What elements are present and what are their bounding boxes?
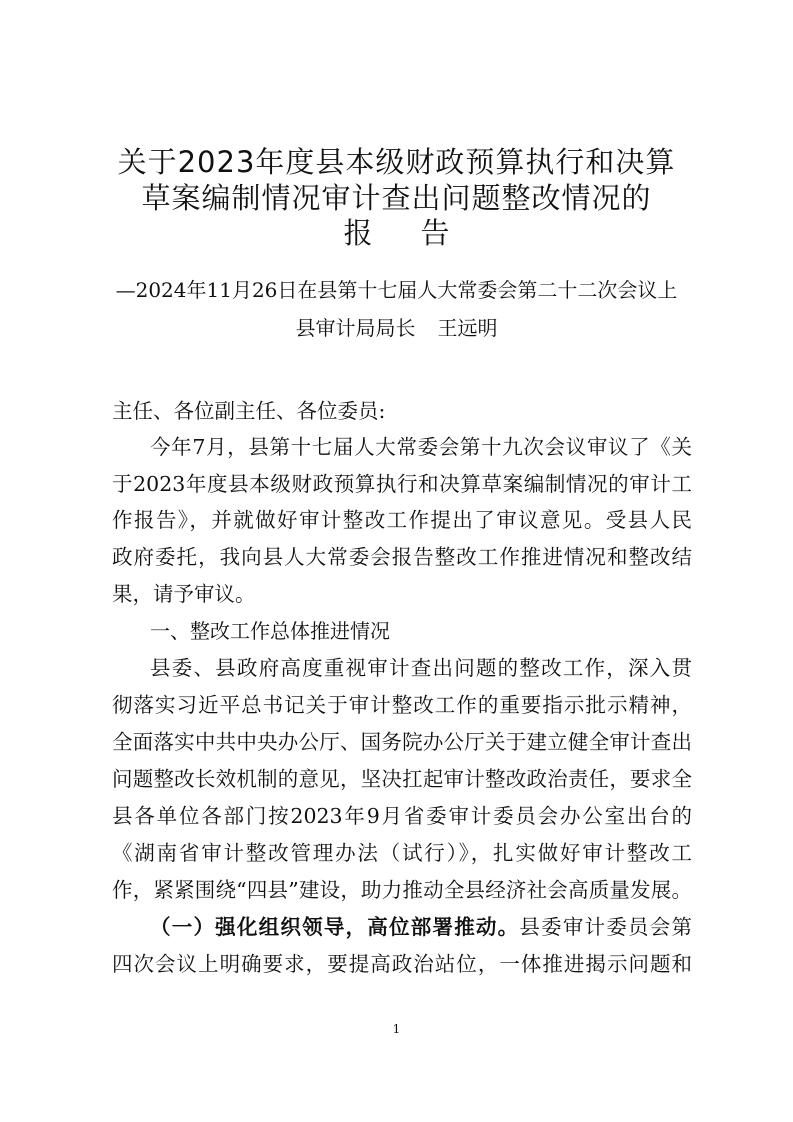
paragraph-2-line-2: 彻落实习近平总书记关于审计整改工作的重要指示批示精神， (112, 693, 692, 717)
report-title-line-3 (0, 215, 793, 251)
paragraph-2-line-7: 作，紧紧围绕“四县”建设，助力推动全县经济社会高质量发展。 (112, 878, 692, 902)
section-heading-1: 一、整改工作总体推进情况 (150, 619, 390, 643)
paragraph-1-line-1: 今年7月，县第十七届人大常委会第十九次会议审议了《关 (150, 435, 692, 459)
paragraph-2-line-4: 问题整改长效机制的意见，坚决扛起审计整改政治责任，要求全 (112, 767, 692, 791)
subsection-heading-1: （一）强化组织领导，高位部署推动。 (150, 915, 520, 939)
page-number: 1 (392, 1022, 401, 1036)
paragraph-1-line-3: 作报告》，并就做好审计整改工作提出了审议意见。受县人民 (112, 508, 692, 532)
paragraph-2-line-3: 全面落实中共中央办公厅、国务院办公厅关于建立健全审计查出 (112, 730, 692, 754)
paragraph-1-line-5: 果，请予审议。 (112, 582, 256, 606)
paragraph-3-text: 县委审计委员会第 (519, 915, 693, 939)
subtitle-speaker-line (0, 314, 793, 342)
paragraph-1-line-4: 政府委托，我向县人大常委会报告整改工作推进情况和整改结 (112, 545, 692, 569)
paragraph-3-line-2: 四次会议上明确要求，要提高政治站位，一体推进揭示问题和 (112, 952, 692, 976)
paragraph-1-line-2: 于2023年度县本级财政预算执行和决算草案编制情况的审计工 (112, 472, 692, 496)
title-word-bao: 报 (343, 216, 373, 250)
speaker-name: 王远明 (437, 316, 498, 340)
subtitle-meeting-line: —2024年11月26日在县第十七届人大常委会第二十二次会议上 (115, 278, 678, 302)
paragraph-2-line-6: 《湖南省审计整改管理办法（试行）》，扎实做好审计整改工 (112, 841, 692, 865)
paragraph-3-line-1 (150, 913, 692, 941)
report-title-line-2: 草案编制情况审计查出问题整改情况的 (141, 181, 652, 215)
report-title-line-1: 关于2023年度县本级财政预算执行和决算 (117, 145, 676, 179)
paragraph-2-line-1: 县委、县政府高度重视审计查出问题的整改工作，深入贯 (150, 656, 692, 680)
title-word-gao: 告 (420, 216, 450, 250)
paragraph-2-line-5: 县各单位各部门按2023年9月省委审计委员会办公室出台的 (112, 804, 692, 828)
speaker-title: 县审计局局长 (295, 316, 416, 340)
salutation: 主任、各位副主任、各位委员: (112, 399, 386, 423)
